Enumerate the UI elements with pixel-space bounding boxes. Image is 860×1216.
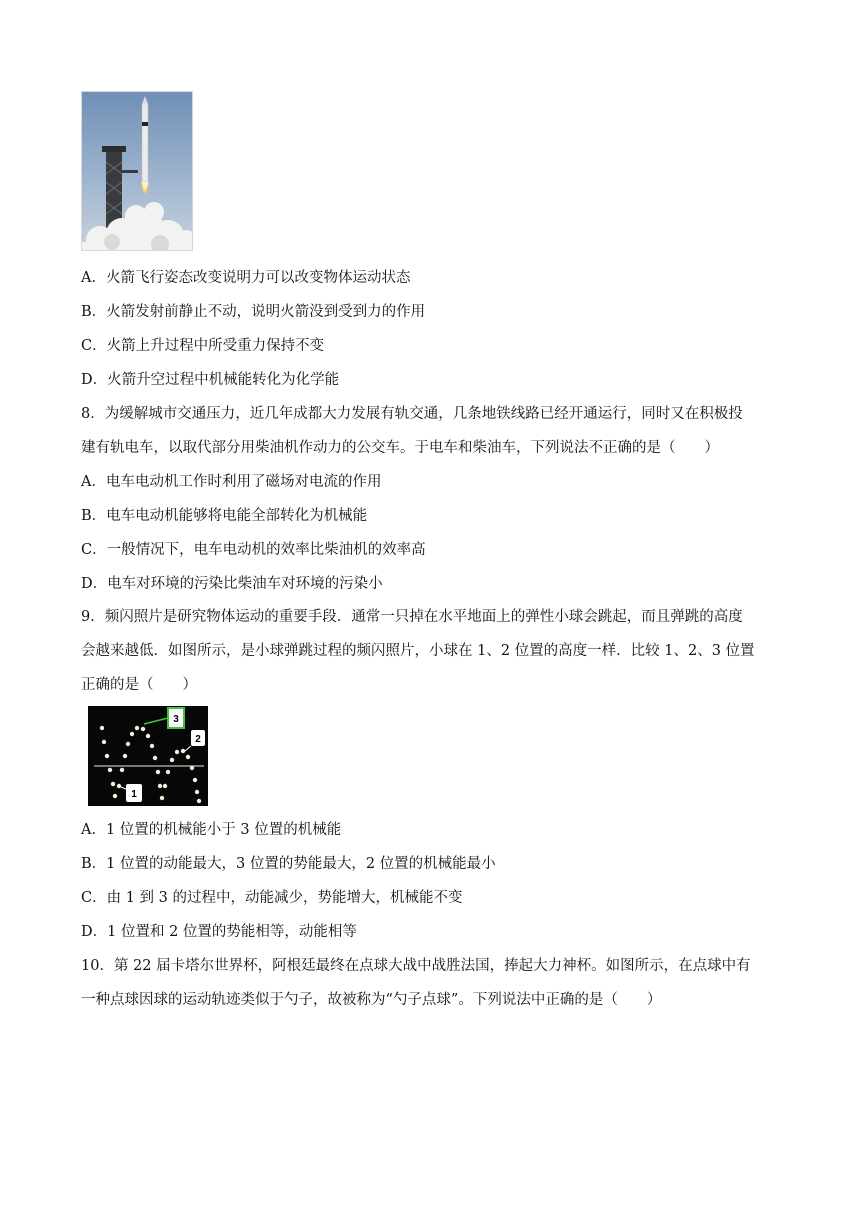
rocket-launch-image <box>81 91 193 251</box>
q7-option-c: C．火箭上升过程中所受重力保持不变 <box>81 338 325 354</box>
q7-option-a: A．火箭飞行姿态改变说明力可以改变物体运动状态 <box>81 270 411 286</box>
q9-option-b: B．1 位置的动能最大，3 位置的势能最大，2 位置的机械能最小 <box>81 856 496 872</box>
q8-option-b: B．电车电动机能够将电能全部转化为机械能 <box>81 508 368 524</box>
q9-stem-line-1: 9．频闪照片是研究物体运动的重要手段．通常一只掉在水平地面上的弹性小球会跳起，而且弹跳的高度 <box>81 609 743 625</box>
q9-option-d: D．1 位置和 2 位置的势能相等，动能相等 <box>81 924 357 940</box>
q9-stem-line-2: 会越来越低．如图所示，是小球弹跳过程的频闪照片，小球在 1、2 位置的高度一样．比较 1、2、3 位置 <box>81 643 755 659</box>
figure-label-2: 2 <box>195 734 201 745</box>
q8-option-d: D．电车对环境的污染比柴油车对环境的污染小 <box>81 576 383 592</box>
q10-stem-line-1: 10．第 22 届卡塔尔世界杯，阿根廷最终在点球大战中战胜法国，捧起大力神杯。如图所示，在点球中有 <box>81 958 751 974</box>
q9-option-c: C．由 1 到 3 的过程中，动能减少，势能增大，机械能不变 <box>81 890 463 906</box>
q8-stem-line-2: 建有轨电车，以取代部分用柴油机作动力的公交车。于电车和柴油车，下列说法不正确的是（ ） <box>81 440 719 456</box>
q9-stem-line-3: 正确的是（ ） <box>81 677 197 693</box>
q8-stem-line-1: 8．为缓解城市交通压力，近几年成都大力发展有轨交通，几条地铁线路已经开通运行，同时又在积极投 <box>81 406 743 422</box>
q7-option-d: D．火箭升空过程中机械能转化为化学能 <box>81 372 340 388</box>
q8-option-a: A．电车电动机工作时利用了磁场对电流的作用 <box>81 474 382 490</box>
figure-label-1: 1 <box>131 789 137 800</box>
q10-stem-line-2: 一种点球因球的运动轨迹类似于勺子，故被称为“勺子点球”。下列说法中正确的是（ ） <box>81 992 662 1008</box>
q8-option-c: C．一般情况下，电车电动机的效率比柴油机的效率高 <box>81 542 426 558</box>
q9-option-a: A．1 位置的机械能小于 3 位置的机械能 <box>81 822 342 838</box>
q7-option-b: B．火箭发射前静止不动，说明火箭没到受到力的作用 <box>81 304 426 320</box>
bouncing-ball-photo <box>88 706 208 806</box>
figure-label-3: 3 <box>173 714 179 725</box>
